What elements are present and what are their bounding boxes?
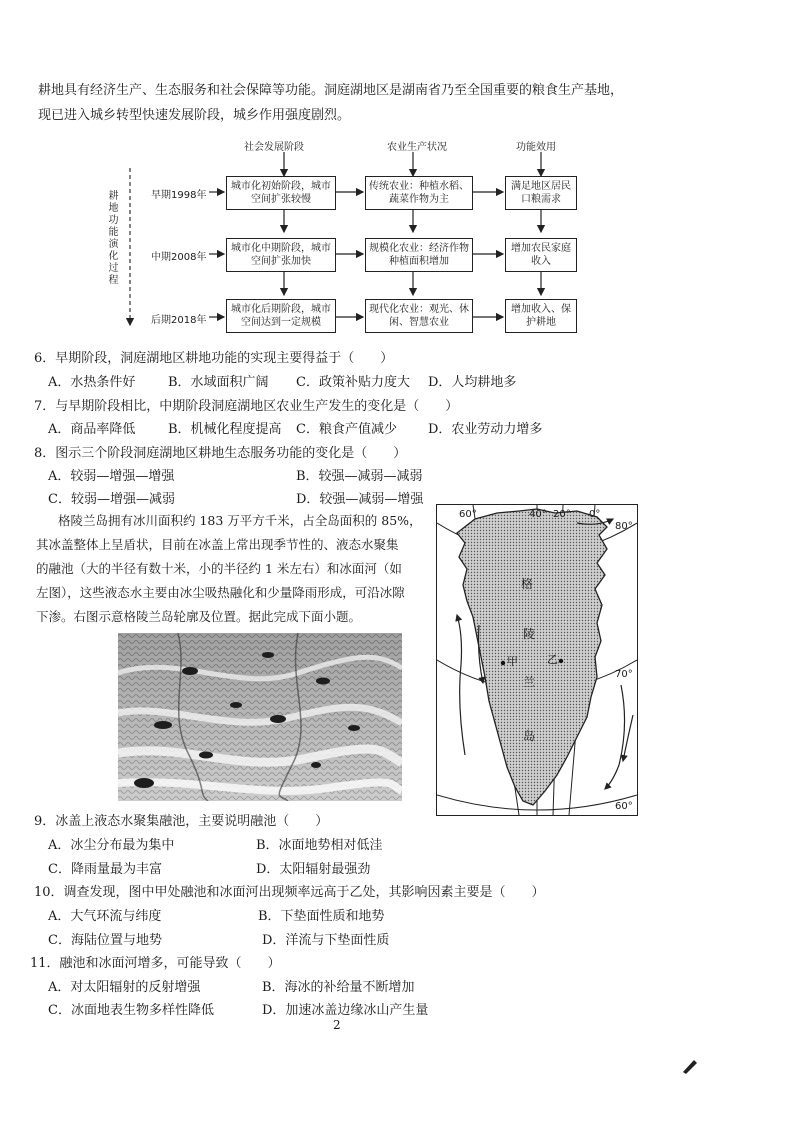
question-8-option-a: A．较弱—增强—增强 <box>48 469 175 484</box>
question-11-option-d: D．加速冰盖边缘冰山产生量 <box>262 1003 429 1018</box>
longitude-label-20: 20° <box>553 509 571 520</box>
question-11-stem: 11．融池和冰面河增多，可能导致（ ） <box>30 956 281 971</box>
question-10-option-b: B．下垫面性质和地势 <box>258 909 385 924</box>
box-early-function: 满足地区居民口粮需求 <box>505 176 577 210</box>
question-10-option-c: C．海陆位置与地势 <box>48 933 162 948</box>
latitude-label-60: 60° <box>615 801 633 812</box>
box-late-social: 城市化后期阶段，城市空间达到一定规模 <box>226 299 336 333</box>
longitude-label-0: 0° <box>589 509 601 520</box>
passage-line-4: 左图），这些液态水主要由冰尘吸热融化和少量降雨形成，可沿冰隙 <box>36 585 405 600</box>
question-7-option-a: A．商品率降低 <box>48 422 136 437</box>
question-9-option-d: D．太阳辐射最强劲 <box>256 862 371 877</box>
question-6-option-a: A．水热条件好 <box>48 375 136 390</box>
passage-line-2: 其冰盖整体上呈盾状，目前在冰盖上常出现季节性的、液态水聚集 <box>36 537 399 552</box>
longitude-label-40: 40° <box>529 509 547 520</box>
column-header-social: 社会发展阶段 <box>244 142 304 153</box>
question-9-option-b: B．冰面地势相对低洼 <box>256 838 383 853</box>
ice-sheet-meltpond-photo <box>118 633 402 801</box>
question-9-option-a: A．冰尘分布最为集中 <box>48 838 175 853</box>
island-name-char-3: 兰 <box>523 675 536 689</box>
intro-line-2: 现已进入城乡转型快速发展阶段，城乡作用强度剧烈。 <box>38 108 351 123</box>
passage-line-5: 下渗。右图示意格陵兰岛轮廓及位置。据此完成下面小题。 <box>36 609 362 624</box>
box-middle-agriculture: 规模化农业：经济作物种植面积增加 <box>365 238 473 272</box>
column-header-agriculture: 农业生产状况 <box>387 142 447 153</box>
box-late-agriculture: 现代化农业：观光、休闲、智慧农业 <box>365 299 473 333</box>
point-b-label: 乙 <box>547 653 558 666</box>
question-8-option-d: D．较强—减弱—增强 <box>296 492 424 507</box>
pen-mark-icon <box>680 1056 700 1076</box>
island-name-char-4: 岛 <box>523 729 536 743</box>
column-header-function: 功能效用 <box>516 142 556 153</box>
passage-line-3: 的融池（大的半径有数十米，小的半径约 1 米左右）和冰面河（如 <box>36 561 402 576</box>
question-9-option-c: C．降雨量最为丰富 <box>48 862 162 877</box>
question-8-stem: 8．图示三个阶段洞庭湖地区耕地生态服务功能的变化是（ ） <box>34 446 407 461</box>
box-middle-social: 城市化中期阶段，城市空间扩张加快 <box>226 238 336 272</box>
question-10-option-a: A．大气环流与纬度 <box>48 909 162 924</box>
greenland-map-graphic <box>437 505 637 815</box>
greenland-map <box>436 504 638 816</box>
question-7-option-c: C．粮食产值减少 <box>296 422 397 437</box>
page-number: 2 <box>333 1018 341 1032</box>
intro-line-1: 耕地具有经济生产、生态服务和社会保障等功能。洞庭湖地区是湖南省乃至全国重要的粮食生产基地， <box>38 83 624 98</box>
question-7-stem: 7．与早期阶段相比，中期阶段洞庭湖地区农业生产发生的变化是（ ） <box>34 399 459 414</box>
island-name-char-1: 格 <box>521 577 534 591</box>
longitude-label-60: 60° <box>459 509 477 520</box>
question-6-option-c: C．政策补贴力度大 <box>296 375 410 390</box>
flowchart-arrows <box>0 0 794 340</box>
box-early-social: 城市化初始阶段，城市空间扩张较慢 <box>226 176 336 210</box>
box-middle-function: 增加农民家庭收入 <box>505 238 577 272</box>
question-6-stem: 6．早期阶段，洞庭湖地区耕地功能的实现主要得益于（ ） <box>34 351 394 366</box>
row-label-middle: 中期2008年 <box>151 252 207 263</box>
question-8-option-b: B．较强—减弱—减弱 <box>296 469 423 484</box>
passage-line-1: 格陵兰岛拥有冰川面积约 183 万平方千米，占全岛面积的 85%， <box>58 513 422 528</box>
process-side-label: 耕地功能演化过程 <box>106 190 117 286</box>
question-10-option-d: D．洋流与下垫面性质 <box>262 933 390 948</box>
question-6-option-d: D．人均耕地多 <box>428 375 517 390</box>
question-6-option-b: B．水域面积广阔 <box>168 375 269 390</box>
question-9-stem: 9．冰盖上液态水聚集融池，主要说明融池（ ） <box>34 814 329 829</box>
island-name-char-2: 陵 <box>523 627 536 641</box>
question-8-option-c: C．较弱—增强—减弱 <box>48 492 175 507</box>
question-11-option-c: C．冰面地表生物多样性降低 <box>48 1003 214 1018</box>
question-11-option-b: B．海冰的补给量不断增加 <box>262 980 415 995</box>
box-late-function: 增加收入、保护耕地 <box>505 299 577 333</box>
question-7-option-b: B．机械化程度提高 <box>168 422 282 437</box>
question-7-option-d: D．农业劳动力增多 <box>428 422 543 437</box>
question-10-stem: 10．调查发现，图中甲处融池和冰面河出现频率远高于乙处，其影响因素主要是（ ） <box>34 885 545 900</box>
latitude-label-70: 70° <box>615 669 633 680</box>
row-label-early: 早期1998年 <box>151 190 207 201</box>
latitude-label-80: 80° <box>615 521 633 532</box>
box-early-agriculture: 传统农业：种植水稻、蔬菜作物为主 <box>365 176 473 210</box>
question-11-option-a: A．对太阳辐射的反射增强 <box>48 980 201 995</box>
row-label-late: 后期2018年 <box>151 315 207 326</box>
point-a-label: 甲 <box>507 655 518 668</box>
